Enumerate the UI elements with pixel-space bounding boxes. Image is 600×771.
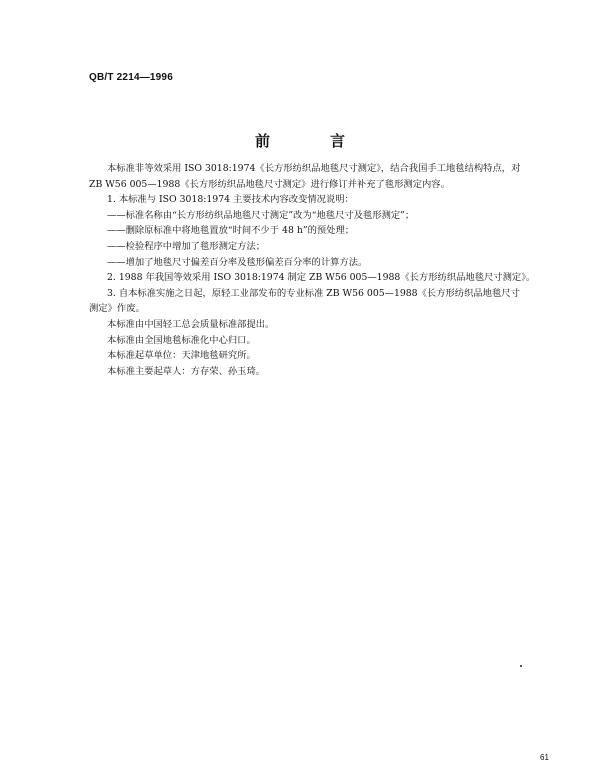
list-item-3-line-1: 3. 自本标准实施之日起，原轻工业部发布的专业标准 ZB W56 005—1988《长方形纺织品地毯尺寸 [107, 287, 520, 299]
dash-item-3: ——检验程序中增加了毯形测定方法； [107, 240, 266, 252]
page-number: 61 [540, 753, 549, 762]
standard-code: QB/T 2214—1996 [89, 72, 173, 83]
drafters-statement: 本标准主要起草人：方存荣、孙玉琦。 [107, 365, 266, 377]
paragraph-intro-line-1: 本标准非等效采用 ISO 3018:1974《长方形纺织品地毯尺寸测定》，结合我国手工地毯结构特点，对 [107, 163, 521, 174]
dash-item-2: ——删除原标准中将地毯置放“时间不少于 48 h”的预处理； [107, 225, 355, 237]
list-item-2: 2. 1988 年我国等效采用 ISO 3018:1974 制定 ZB W56 005—1988《长方形纺织品地毯尺寸测定》。 [107, 272, 536, 284]
title-char-1: 前 [254, 132, 270, 150]
proposer-statement: 本标准由中国轻工总会质量标准部提出。 [107, 318, 275, 330]
list-item-1: 1. 本标准与 ISO 3018:1974 主要技术内容改变情况说明： [107, 194, 354, 206]
title-char-2: 言 [330, 132, 346, 150]
list-item-3-line-2: 测定》作废。 [89, 303, 145, 315]
centralized-statement: 本标准由全国地毯标准化中心归口。 [107, 334, 256, 346]
dash-item-4: ——增加了地毯尺寸偏差百分率及毯形偏差百分率的计算方法。 [107, 256, 368, 268]
scan-mark [520, 665, 522, 667]
drafting-unit-statement: 本标准起草单位：天津地毯研究所。 [107, 350, 256, 362]
page-title [0, 130, 600, 151]
document-body [89, 161, 555, 379]
paragraph-intro-line-2: ZB W56 005—1988《长方形纺织品地毯尺寸测定》进行修订并补充了毯形测定内容。 [89, 178, 450, 190]
dash-item-1: ——标准名称由“长方形纺织品地毯尺寸测定”改为“地毯尺寸及毯形测定”； [107, 209, 415, 221]
